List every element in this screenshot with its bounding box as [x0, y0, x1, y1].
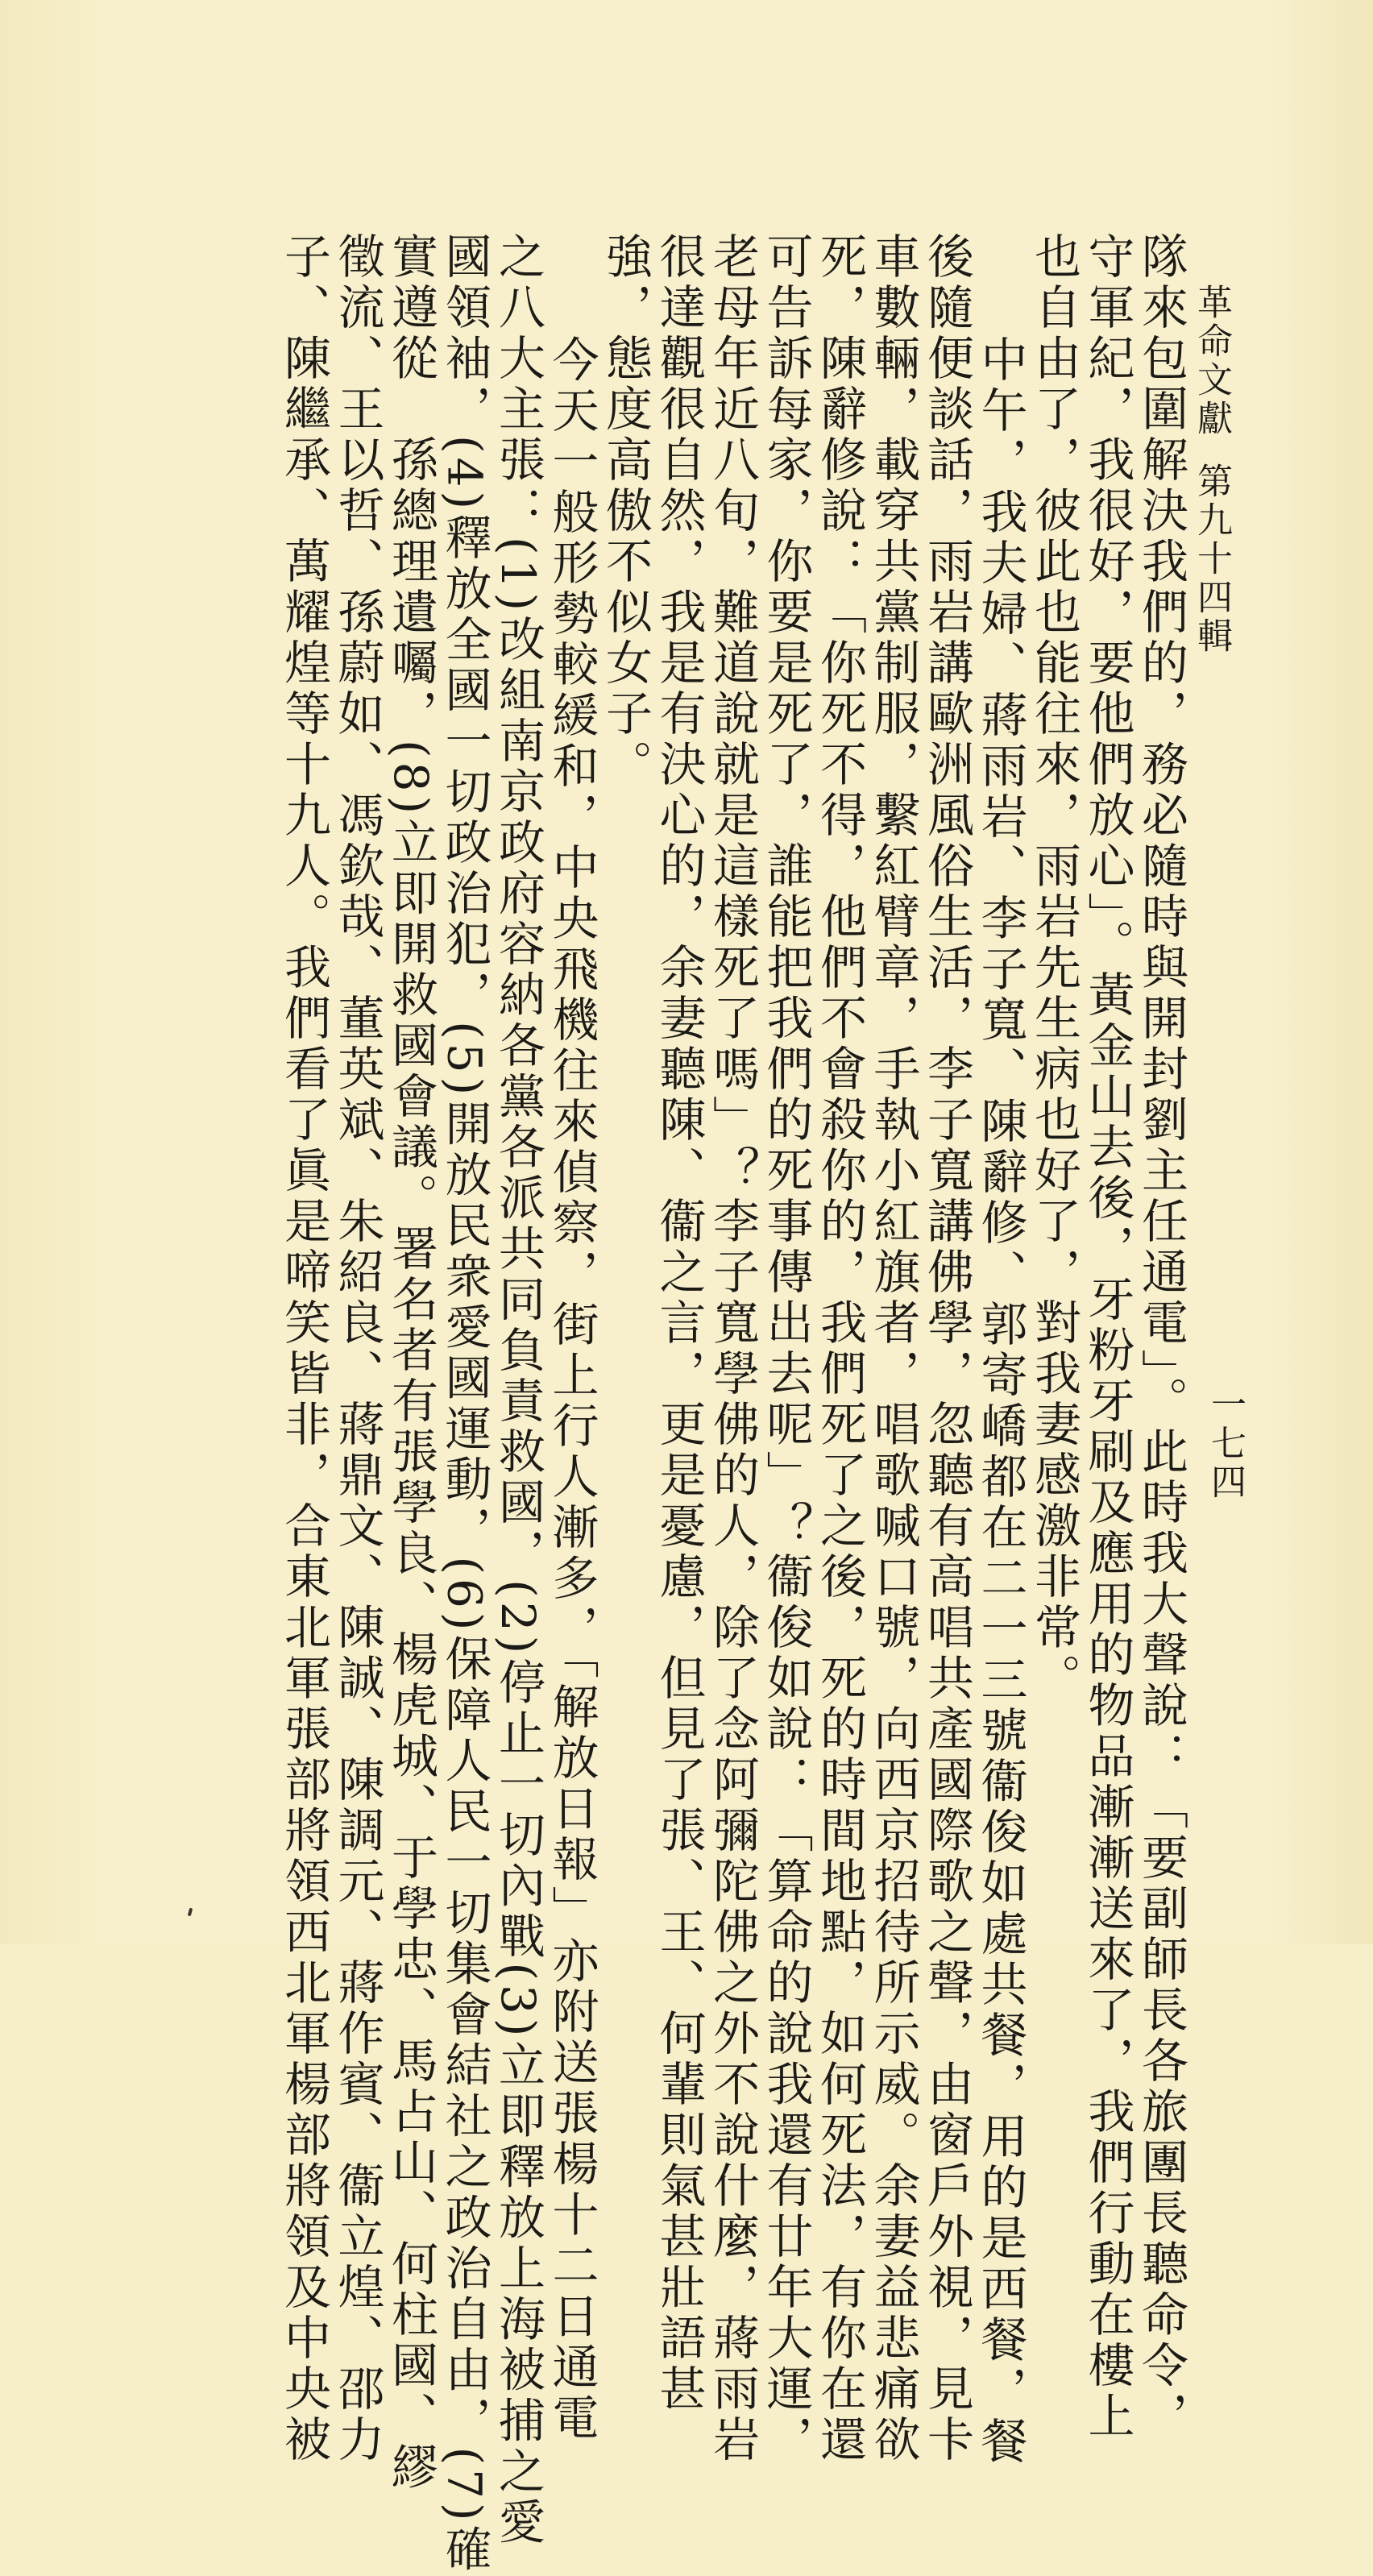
paragraph-start-column: 中午，我夫婦、蔣雨岩、李子寬、陳辭修、郭寄嶠都在二一三號衞俊如處共餐，用的是西餐，餐	[973, 335, 1028, 2467]
text-column: 很達觀很自然，我是有決心的，余妻聽陳、衞之言，更是憂慮，但見了張、王、何輩則氣甚壯語甚	[651, 232, 707, 2415]
paragraph-start-column: 今天一般形勢較緩和，中央飛機往來偵察，街上行人漸多，「解放日報」亦附送張楊十二日通電	[544, 335, 599, 2444]
text-column: 之八大主張：(1)改組南京政府容納各黨各派共同負責救國，(2)停止一切內戰(3)立即釋放上海被捕之愛	[491, 232, 545, 2549]
text-column: 車數輛，載穿共黨制服，繫紅臂章，手執小紅旗者，唱歌喊口號，向西京招待所示威。余妻益悲痛欲	[865, 232, 921, 2466]
text-column: 也自由了，彼此也能往來，雨岩先生病也好了，對我妻感激非常。	[1027, 232, 1081, 1704]
text-column: 守軍紀，我很好，要他們放心」。黃金山去後，牙粉牙刷及應用的物品漸漸送來了，我們行動在樓上	[1080, 232, 1135, 2442]
text-column: 強，態度高傲不似女子。	[598, 232, 653, 790]
body-text	[276, 232, 1188, 2576]
text-column: 子、陳繼承、萬耀煌等十九人。我們看了眞是啼笑皆非，合東北軍張部將領西北軍楊部將領及中央被	[276, 232, 331, 2466]
text-column: 後隨便談話，雨岩講歐洲風俗生活，李子寬講佛學，忽聽有高唱共產國際歌之聲，由窗戶外視，見卡	[919, 232, 974, 2466]
text-column: 國領袖，(4)釋放全國一切政治犯，(5)開放民衆愛國運動，(6)保障人民一切集會結社之政治自由，(7)確	[437, 232, 492, 2576]
book-title: 革命文獻	[1191, 284, 1232, 438]
text-column: 實遵從 孫總理遺囑，(8)立即開救國會議。署名者有張學良、楊虎城、于學忠、馬占山、何柱國、繆	[384, 232, 438, 2494]
paper-speck	[188, 1908, 193, 1917]
text-column: 徵流、王以哲、孫蔚如、馮欽哉、董英斌、朱紹良、蔣鼎文、陳誠、陳調元、蔣作賓、衞立煌、邵力	[330, 232, 385, 2466]
running-header	[1191, 284, 1231, 656]
text-column: 死，陳辭修說：「你死不得，他們不會殺你的，我們死了之後，死的時間地點，如何死法，有你在還	[812, 232, 867, 2466]
text-column: 可告訴每家，你要是死了，誰能把我們的死事傳出去呢」？衞俊如說：「算命的說我還有廿年大運，	[758, 232, 814, 2466]
text-column: 老母年近八旬，難道說就是這樣死了嗎」？李子寬學佛的人，除了念阿彌陀佛之外不說什麼，蔣雨岩	[705, 232, 760, 2466]
text-column: 隊來包圍解決我們的，務必隨時與開封劉主任通電」。此時我大聲說：「要副師長各旅團長聽命令，	[1134, 232, 1188, 2442]
volume-number: 第九十四輯	[1191, 463, 1232, 656]
page-number: 一七四	[1205, 1386, 1246, 1502]
